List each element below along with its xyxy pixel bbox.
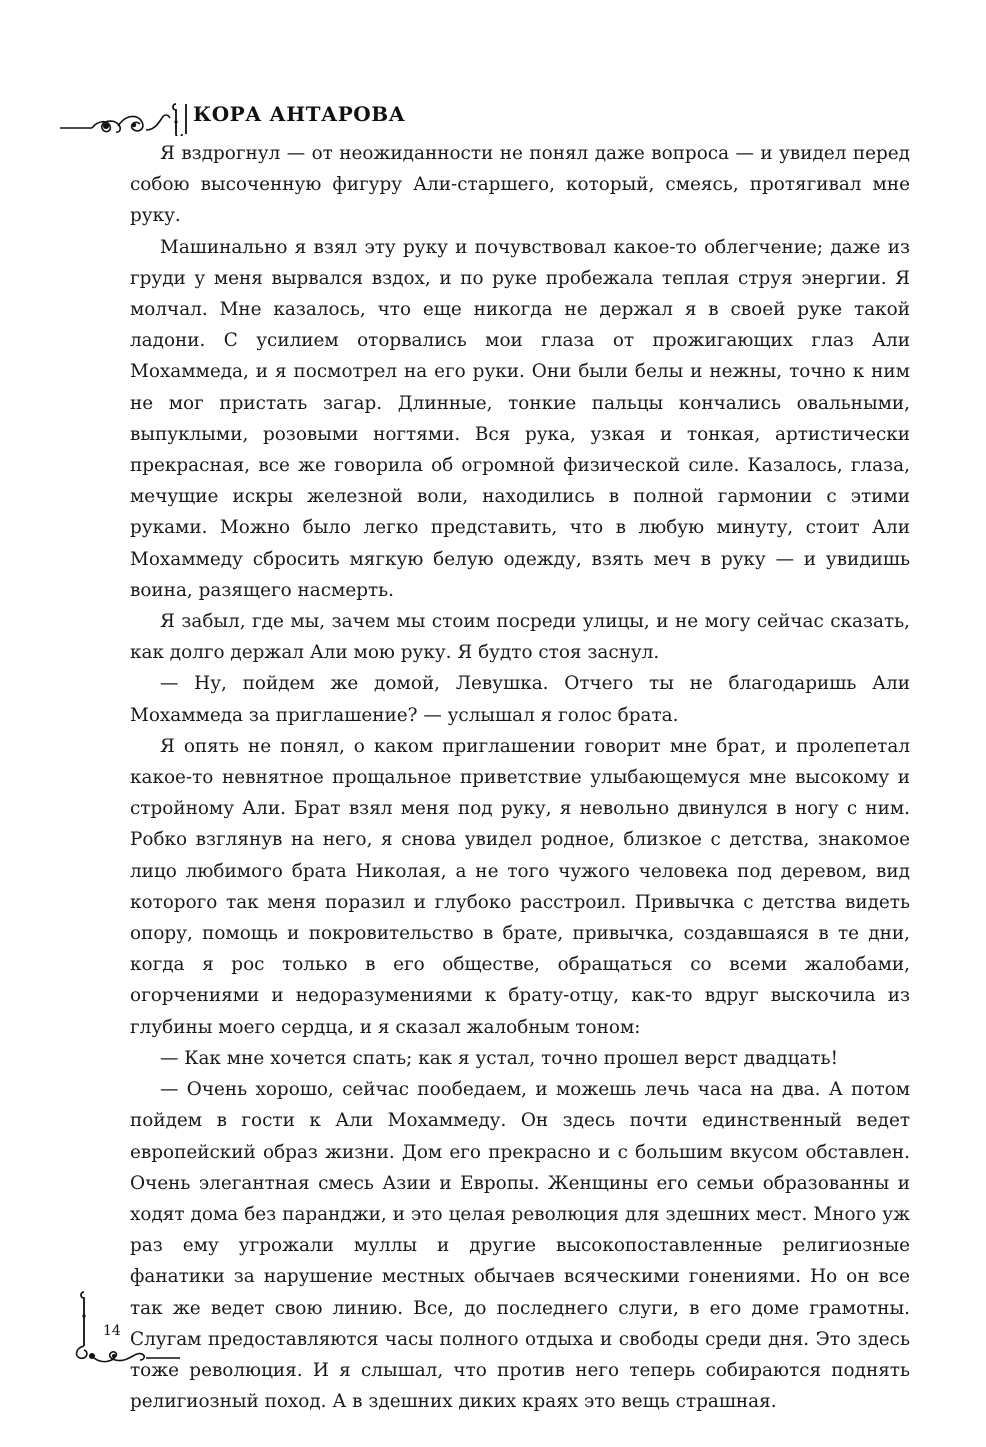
running-header: [58, 100, 406, 136]
dialog-paragraph: — Ну, пойдем же домой, Левушка. Отчего ты не благодаришь Али Мохаммеда за приглашение? — услышал я голос брата.: [130, 673, 910, 726]
paragraph: Я опять не понял, о каком приглашении говорит мне брат, и пролепетал какое-то невнятное прощальное приветствие улыбающемуся мне высокому и стройному Али. Брат взял меня под руку, я невольно двинулся в ногу с ним. Робко взглянув на него, я снова увидел родное, близкое с детства, знакомое лицо любимого брата Николая, а не того чужого человека под деревом, вид которого так меня поразил и глубоко расстроил. Привычка с детства видеть опору, помощь и покровительство в брате, привычка, создавшаяся в те дни, когда я рос только в его обществе, обращаться со всеми жалобами, огорчениями и недоразумениями к брату-отцу, как-то вдруг выскочила из глубины моего сердца, и я сказал жалобным тоном:: [130, 735, 910, 1038]
page-number: 14: [103, 1323, 121, 1339]
paragraph: Машинально я взял эту руку и почувствовал какое-то облегчение; даже из груди у меня вырвался вздох, и по руке пробежала теплая струя энергии. Я молчал. Мне казалось, что еще никогда не держал я в своей руке такой ладони. С усилием оторвались мои глаза от прожигающих глаз Али Мохаммеда, и я посмотрел на его руки. Они были белы и нежны, точно к ним не мог пристать загар. Длинные, тонкие пальцы кончались овальными, выпуклыми, розовыми ногтями. Вся рука, узкая и тонкая, артистически прекрасная, все же говорила об огромной физической силе. Казалось, глаза, мечущие искры железной воли, находились в полной гармонии с этими руками. Можно было легко представить, что в любую минуту, стоит Али Мохаммеду сбросить мягкую белую одежду, взять меч в руку — и увидишь воина, разящего насмерть.: [130, 236, 910, 601]
flourish-ornament-icon: [70, 1290, 210, 1380]
paragraph: Я забыл, где мы, зачем мы стоим посреди улицы, и не могу сейчас сказать, как долго держал Али мою руку. Я будто стоя заснул.: [130, 611, 910, 664]
paragraph: Я вздрогнул — от неожиданности не понял даже вопроса — и увидел перед собою высоченную фигуру Али-старшего, который, смеясь, протягивал мне руку.: [130, 143, 910, 227]
flourish-ornament-icon: [58, 100, 198, 136]
dialog-paragraph: — Как мне хочется спать; как я устал, точно прошел верст двадцать!: [160, 1047, 838, 1069]
page-footer: [70, 1290, 210, 1380]
author-title: КОРА АНТАРОВА: [193, 102, 406, 126]
page-body: [130, 138, 910, 1417]
dialog-paragraph: — Очень хорошо, сейчас пообедаем, и можешь лечь часа на два. А потом пойдем в гости к Али Мохаммеду. Он здесь почти единственный ведет европейский образ жизни. Дом его прекрасно и с большим вкусом обставлен. Очень элегантная смесь Азии и Европы. Женщины его семьи образованны и ходят дома без паранджи, и это целая революция для здешних мест. Много уж раз ему угрожали муллы и другие высокопоставленные религиозные фанатики за нарушение местных обычаев всяческими гонениями. Но он все так же ведет свою линию. Все, до последнего слуги, в его доме грамотны. Слугам предоставляются часы полного отдыха и свободы среди дня. Это здесь тоже революция. И я слышал, что против него теперь собираются поднять религиозный поход. А в здешних диких краях это вещь страшная.: [130, 1079, 910, 1413]
